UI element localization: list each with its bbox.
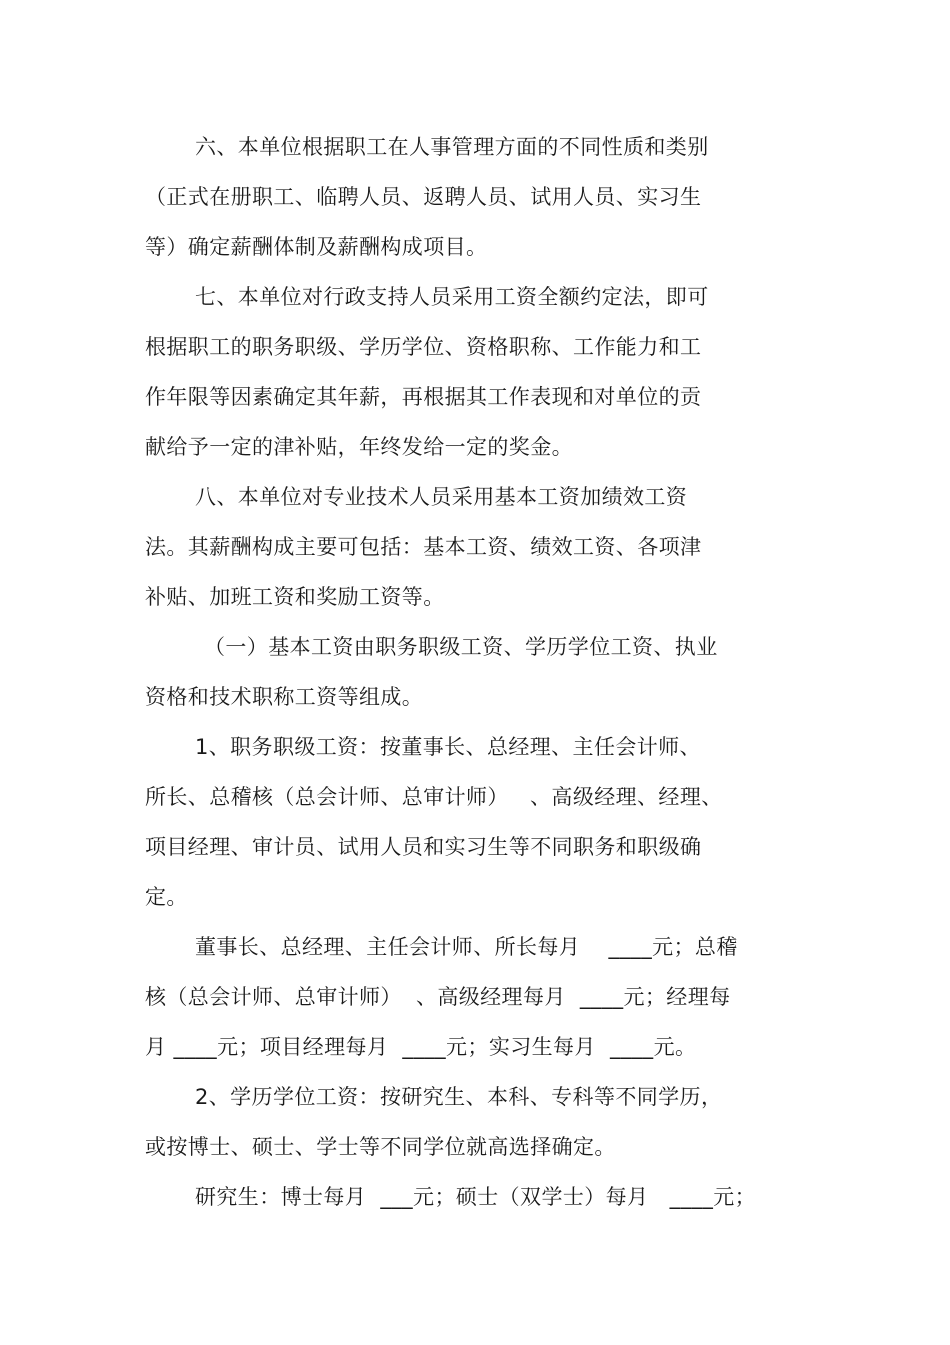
text-line: 项目经理、审计员、试用人员和实习生等不同职务和职级确 (145, 835, 702, 859)
text-line: 月 ____元；项目经理每月 ____元；实习生每月 ____元。 (145, 1035, 697, 1059)
text-line: 核（总会计师、总审计师） 、高级经理每月 ____元；经理每 (145, 985, 731, 1009)
text-line: 法。其薪酬构成主要可包括：基本工资、绩效工资、各项津 (145, 535, 702, 559)
text-line: 或按博士、硕士、学士等不同学位就高选择确定。 (145, 1135, 616, 1159)
text-line: 研究生：博士每月 ___元；硕士（双学士）每月 ____元； (195, 1185, 757, 1209)
text-line: 定。 (145, 885, 188, 909)
text-line: （正式在册职工、临聘人员、返聘人员、试用人员、实习生 (145, 185, 702, 209)
text-line: 七、本单位对行政支持人员采用工资全额约定法，即可 (195, 285, 709, 309)
text-line: 献给予一定的津补贴，年终发给一定的奖金。 (145, 435, 573, 459)
text-line: 八、本单位对专业技术人员采用基本工资加绩效工资 (195, 485, 688, 509)
text-line: 董事长、总经理、主任会计师、所长每月 ____元；总稽 (195, 935, 738, 959)
text-line: （一）基本工资由职务职级工资、学历学位工资、执业 (204, 635, 718, 659)
text-line: 1、职务职级工资：按董事长、总经理、主任会计师、 (195, 735, 701, 759)
text-line: 所长、总稽核（总会计师、总审计师） 、高级经理、经理、 (145, 785, 723, 809)
text-line: 六、本单位根据职工在人事管理方面的不同性质和类别 (195, 135, 709, 159)
text-line: 2、学历学位工资：按研究生、本科、专科等不同学历， (195, 1085, 723, 1109)
text-line: 补贴、加班工资和奖励工资等。 (145, 585, 445, 609)
text-line: 资格和技术职称工资等组成。 (145, 685, 424, 709)
text-line: 根据职工的职务职级、学历学位、资格职称、工作能力和工 (145, 335, 702, 359)
text-line: 等）确定薪酬体制及薪酬构成项目。 (145, 235, 488, 259)
text-line: 作年限等因素确定其年薪，再根据其工作表现和对单位的贡 (145, 385, 702, 409)
